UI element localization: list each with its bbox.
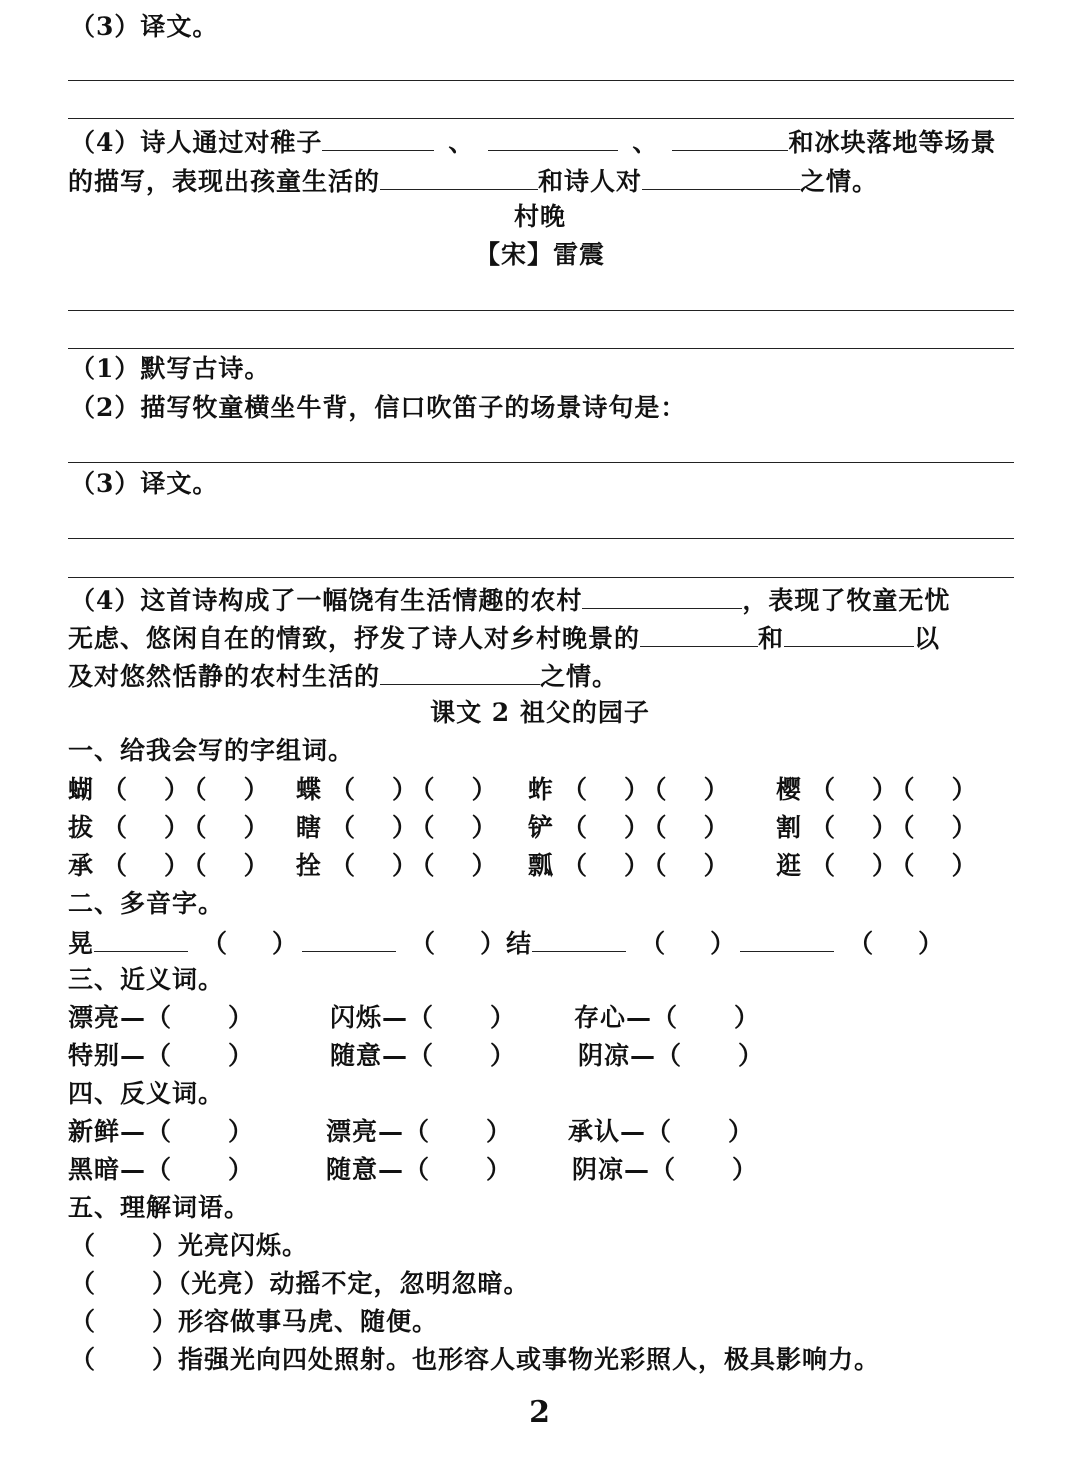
lesson-title: 课文 2 祖父的园子 <box>430 698 650 727</box>
poem2-q4-text-b: ，表现了牧童无忧 <box>742 586 951 615</box>
poem2-q4-line3 <box>68 656 618 696</box>
char-group: 蝴 （ ） （ ） <box>68 775 270 804</box>
poem1-q3: （3）译文。 <box>70 12 219 41</box>
definition-text: 光亮闪烁。 <box>178 1231 309 1260</box>
target-char: 蝴 <box>68 775 95 804</box>
poem1-q4-text-a: （4）诗人通过对稚子 <box>70 128 323 157</box>
target-char: 樱 <box>776 775 803 804</box>
answer-line[interactable] <box>68 80 1014 81</box>
poem2-q4-text-a: （4）这首诗构成了一幅饶有生活情趣的农村 <box>70 586 583 615</box>
fill-blank[interactable] <box>488 122 618 151</box>
target-char: 铲 <box>528 813 555 842</box>
poem2-q4-line1 <box>70 580 950 620</box>
definition-item: （ ）指强光向四处照射。也形容人或事物光彩照人，极具影响力。 <box>70 1345 881 1374</box>
poem2-title: 村晚 <box>513 202 566 231</box>
answer-line[interactable] <box>68 577 1014 578</box>
char-group: 拔 （ ） （ ） <box>68 813 270 842</box>
definition-text: 指强光向四处照射。也形容人或事物光彩照人，极具影响力。 <box>178 1345 881 1374</box>
definition-item: （ ）形容做事马虎、随便。 <box>70 1307 439 1336</box>
answer-line[interactable] <box>68 462 1014 463</box>
target-char: 逛 <box>776 851 803 880</box>
char-group: 割 （ ） （ ） <box>776 813 978 842</box>
char-group: 樱 （ ） （ ） <box>776 775 978 804</box>
section3-heading: 三、近义词。 <box>68 965 225 994</box>
target-char: 瓢 <box>528 851 555 880</box>
antonym-item: 漂亮—（ ） <box>326 1117 513 1146</box>
poem2-q4-text-e: 以 <box>914 624 941 653</box>
fill-blank[interactable] <box>322 122 434 151</box>
polyphone-char: 晃 <box>68 929 95 958</box>
synonym-item: 随意—（ ） <box>330 1041 517 1070</box>
char-group: 蝶 （ ） （ ） <box>296 775 498 804</box>
fill-blank[interactable] <box>640 618 758 647</box>
answer-line[interactable] <box>68 310 1014 311</box>
char-group: 蚱 （ ） （ ） <box>528 775 730 804</box>
target-char: 割 <box>776 813 803 842</box>
definition-item: （ ）光亮闪烁。 <box>70 1231 309 1260</box>
poem2-q4-line2 <box>68 618 940 658</box>
fill-blank[interactable] <box>740 923 834 952</box>
antonym-item: 黑暗—（ ） <box>68 1155 255 1184</box>
section4-heading: 四、反义词。 <box>68 1079 225 1108</box>
antonym-item: 新鲜—（ ） <box>68 1117 255 1146</box>
polyphone-row: 晃 （ ） （ ）结 （ ） （ ） <box>68 923 944 963</box>
definition-text: （光亮）动摇不定，忽明忽暗。 <box>178 1269 530 1298</box>
poem2-q1: （1）默写古诗。 <box>70 354 271 383</box>
target-char: 蚱 <box>528 775 555 804</box>
poem1-q4-line2 <box>68 161 878 201</box>
fill-blank[interactable] <box>582 580 742 609</box>
fill-blank[interactable] <box>302 923 396 952</box>
definition-item: （ ）（光亮）动摇不定，忽明忽暗。 <box>70 1269 530 1298</box>
poem1-q4-text-b: 和冰块落地等场景 <box>788 128 997 157</box>
answer-line[interactable] <box>68 348 1014 349</box>
char-group: 拴 （ ） （ ） <box>296 851 498 880</box>
page-number: 2 <box>529 1395 551 1430</box>
fill-blank[interactable] <box>532 923 626 952</box>
synonym-item: 存心—（ ） <box>574 1003 761 1032</box>
antonym-item: 阴凉—（ ） <box>572 1155 759 1184</box>
fill-blank[interactable] <box>784 618 914 647</box>
definition-text: 形容做事马虎、随便。 <box>178 1307 439 1336</box>
fill-blank[interactable] <box>672 122 788 151</box>
char-group: 铲 （ ） （ ） <box>528 813 730 842</box>
poem1-q4-text-d: 和诗人对 <box>538 167 643 196</box>
char-group: 逛 （ ） （ ） <box>776 851 978 880</box>
polyphone-char: 结 <box>506 929 533 958</box>
poem2-q2: （2）描写牧童横坐牛背，信口吹笛子的场景诗句是： <box>70 393 687 422</box>
fill-blank[interactable] <box>380 161 538 190</box>
separator: 、 <box>448 128 475 157</box>
section2-heading: 二、多音字。 <box>68 889 225 918</box>
poem2-q4-text-g: 之情。 <box>540 662 619 691</box>
fill-blank[interactable] <box>642 161 800 190</box>
fill-blank[interactable] <box>380 656 540 685</box>
poem1-q4-text-c: 的描写，表现出孩童生活的 <box>68 167 381 196</box>
synonym-item: 特别—（ ） <box>68 1041 255 1070</box>
target-char: 承 <box>68 851 95 880</box>
poem2-q4-text-c: 无虑、悠闲自在的情致，抒发了诗人对乡村晚景的 <box>68 624 641 653</box>
poem2-q4-text-d: 和 <box>758 624 785 653</box>
target-char: 拔 <box>68 813 95 842</box>
char-group: 瞎 （ ） （ ） <box>296 813 498 842</box>
answer-line[interactable] <box>68 538 1014 539</box>
antonym-item: 承认—（ ） <box>568 1117 755 1146</box>
section1-heading: 一、给我会写的字组词。 <box>68 736 355 765</box>
antonym-item: 随意—（ ） <box>326 1155 513 1184</box>
target-char: 拴 <box>296 851 323 880</box>
poem2-q4-text-f: 及对悠然恬静的农村生活的 <box>68 662 381 691</box>
poem1-q4-text-e: 之情。 <box>800 167 879 196</box>
char-group: 瓢 （ ） （ ） <box>528 851 730 880</box>
synonym-item: 漂亮—（ ） <box>68 1003 255 1032</box>
answer-line[interactable] <box>68 118 1014 119</box>
separator: 、 <box>632 128 659 157</box>
fill-blank[interactable] <box>94 923 188 952</box>
poem1-q4-line1 <box>70 122 996 162</box>
synonym-item: 闪烁—（ ） <box>330 1003 517 1032</box>
char-group: 承 （ ） （ ） <box>68 851 270 880</box>
target-char: 瞎 <box>296 813 323 842</box>
poem2-author: 【宋】雷震 <box>474 240 605 269</box>
synonym-item: 阴凉—（ ） <box>578 1041 765 1070</box>
poem2-q3: （3）译文。 <box>70 469 219 498</box>
target-char: 蝶 <box>296 775 323 804</box>
section5-heading: 五、理解词语。 <box>68 1193 251 1222</box>
